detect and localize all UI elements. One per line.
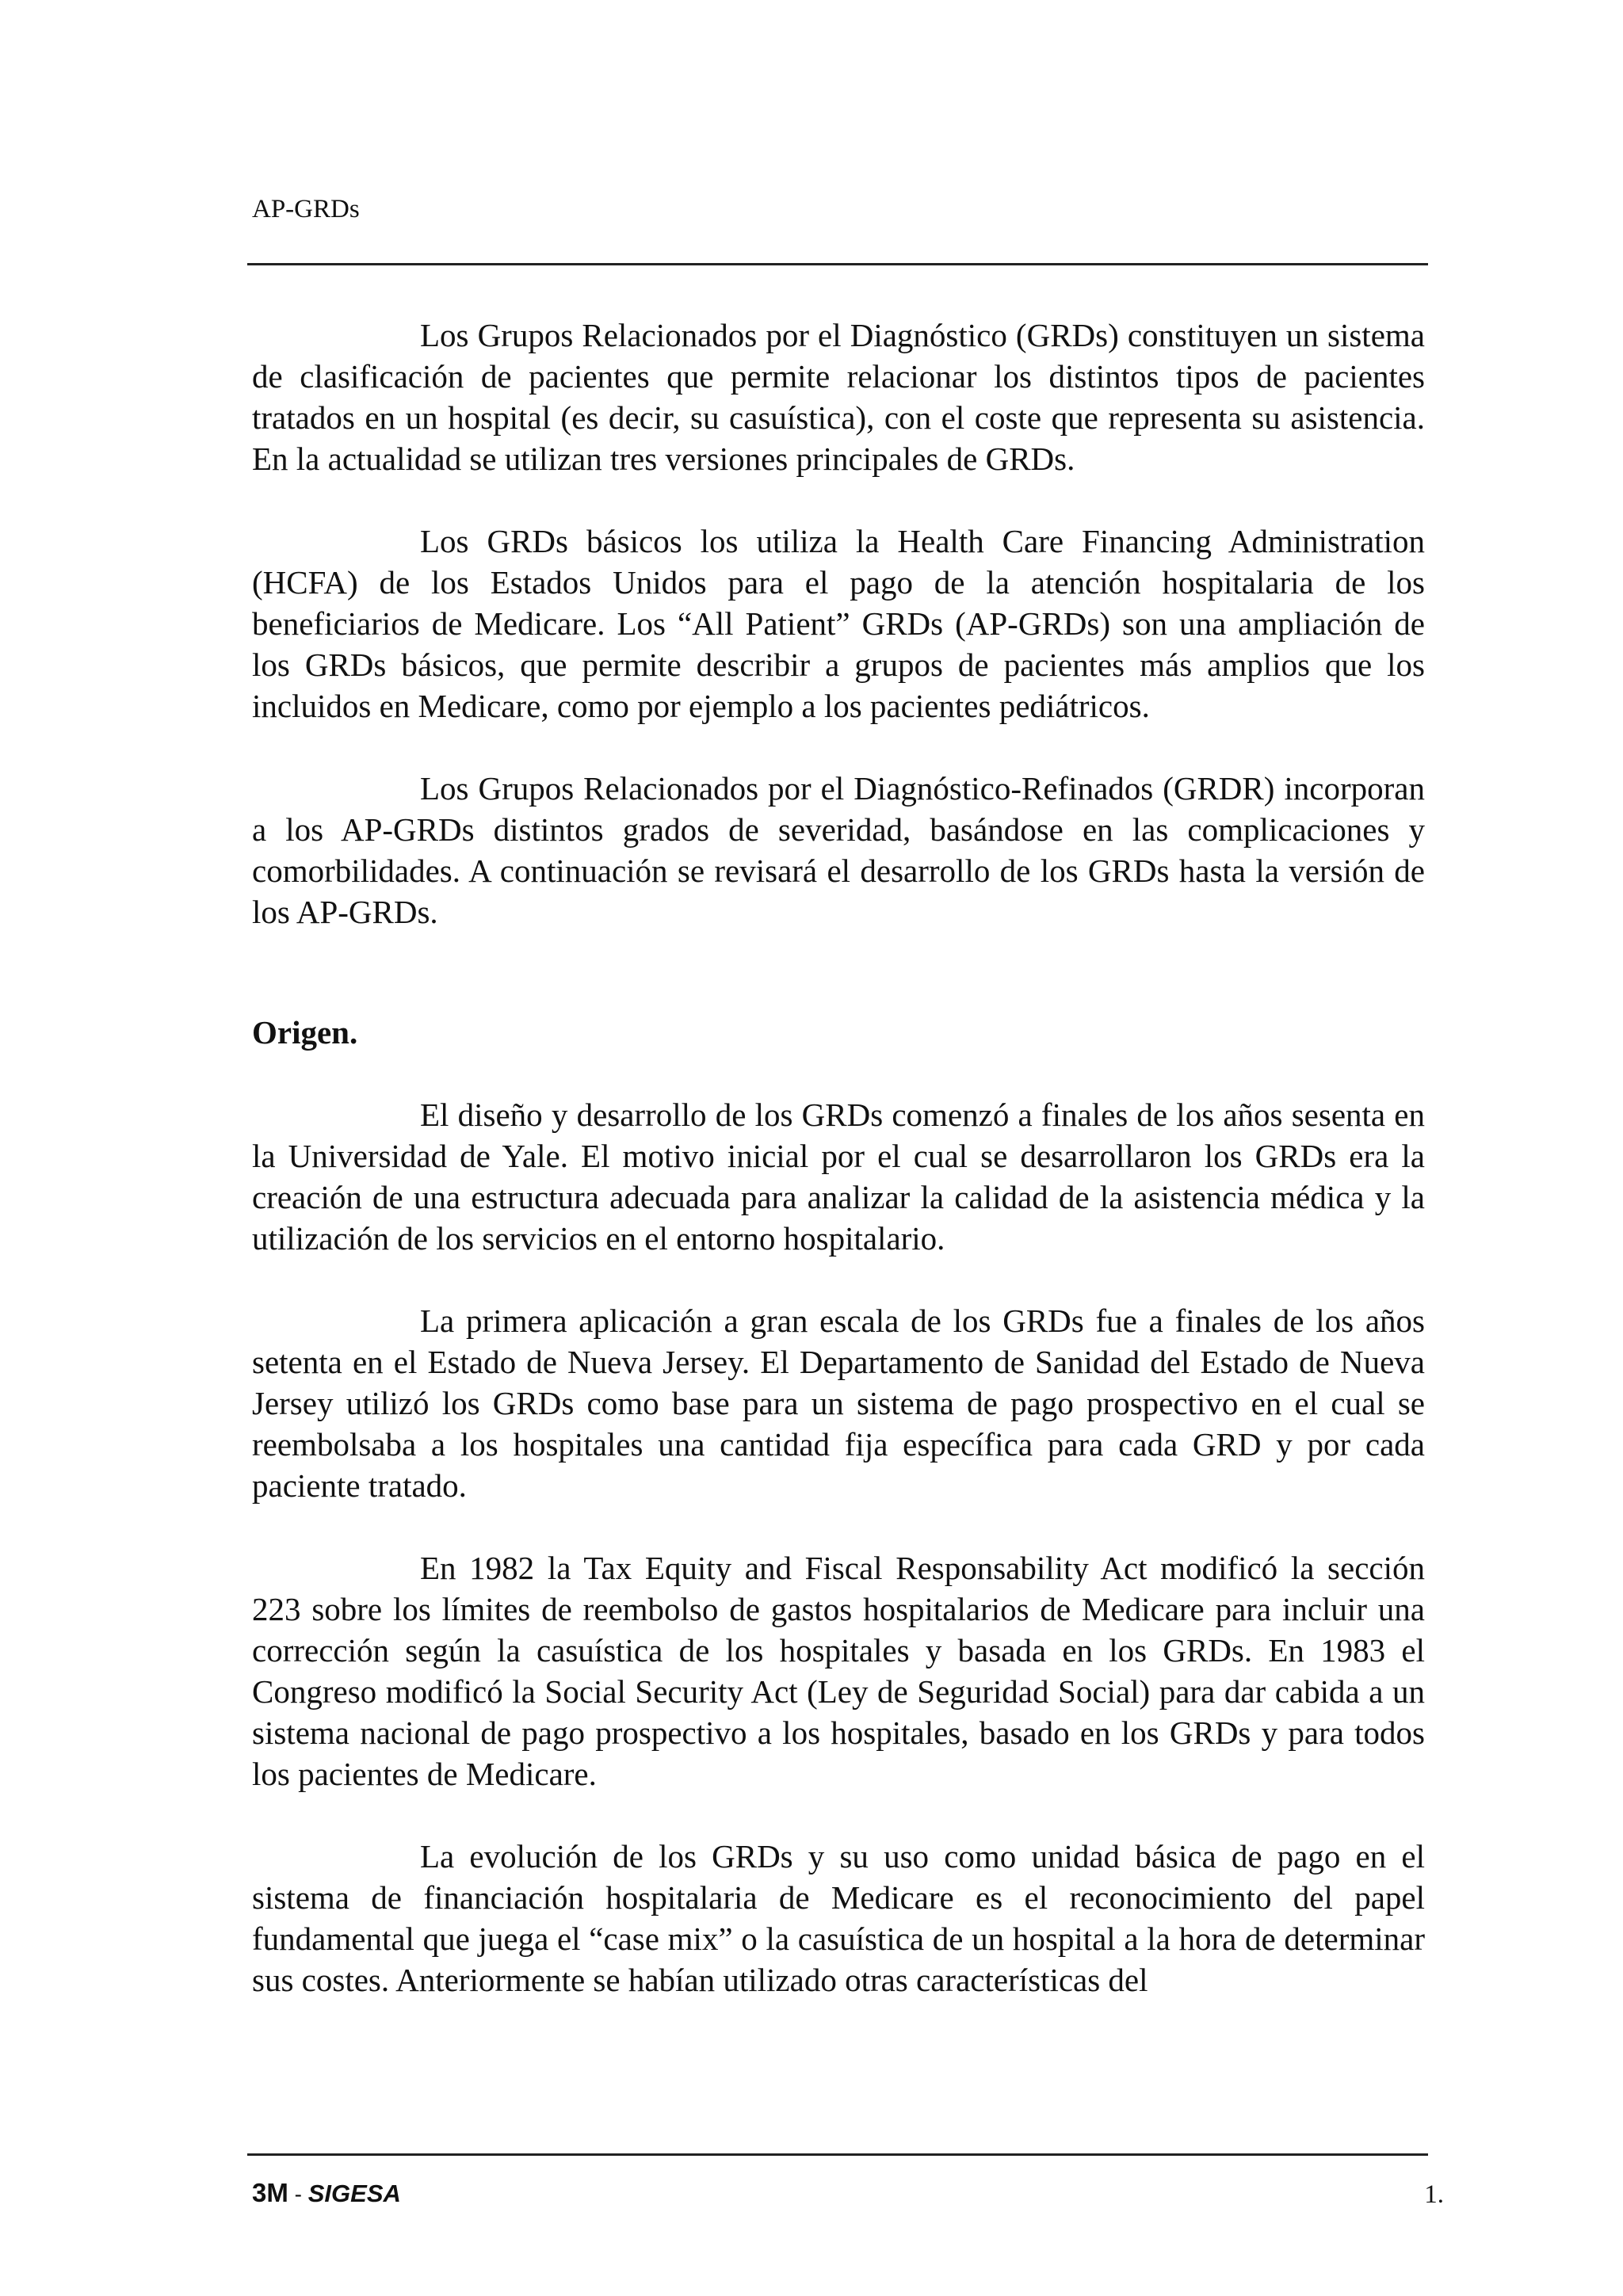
- origin-paragraph: En 1982 la Tax Equity and Fiscal Responsability Act modificó la sección 223 sobre los límites de reembolso de gastos hospitalarios de Medicare para incluir una corrección según la casuística de los hospitales y basada en los GRDs. En 1983 el Congreso modificó la Social Security Act (Ley de Seguridad Social) para dar cabida a un sistema nacional de pago prospectivo a los hospitales, basado en los GRDs y para todos los pacientes de Medicare.: [252, 1550, 1425, 1792]
- brand-subtitle: SIGESA: [307, 2180, 401, 2207]
- brand-logo-text: 3M: [252, 2178, 288, 2207]
- origin-paragraph: La primera aplicación a gran escala de los GRDs fue a finales de los años setenta en el Estado de Nueva Jersey. El Departamento de Sanidad del Estado de Nueva Jersey utilizó los GRDs como base para un sistema de pago prospectivo en el cual se reembolsaba a los hospitales una cantidad fija específica para cada GRD y por cada paciente tratado.: [252, 1302, 1425, 1504]
- intro-paragraph: Los Grupos Relacionados por el Diagnóstico-Refinados (GRDR) incorporan a los AP-GRDs distintos grados de severidad, basándose en las complicaciones y comorbilidades. A continuación se revisará el desarrollo de los GRDs hasta la versión de los AP-GRDs.: [252, 770, 1425, 930]
- page-body: [252, 315, 1425, 2042]
- origin-paragraph: La evolución de los GRDs y su uso como unidad básica de pago en el sistema de financiación hospitalaria de Medicare es el reconocimiento del papel fundamental que juega el “case mix” o la casuística de un hospital a la hora de determinar sus costes. Anteriormente se habían utilizado otras características del: [252, 1838, 1425, 1998]
- header-rule: [247, 263, 1428, 265]
- intro-paragraph: Los GRDs básicos los utiliza la Health Care Financing Administration (HCFA) de los Estados Unidos para el pago de la atención hospitalaria de los beneficiarios de Medicare. Los “All Patient” GRDs (AP-GRDs) son una ampliación de los GRDs básicos, que permite describir a grupos de pacientes más amplios que los incluidos en Medicare, como por ejemplo a los pacientes pediátricos.: [252, 523, 1425, 724]
- footer-brand: [252, 2177, 401, 2210]
- page-number: 1.: [1424, 2180, 1444, 2209]
- brand-separator: -: [288, 2182, 308, 2206]
- origin-paragraph: El diseño y desarrollo de los GRDs comenzó a finales de los años sesenta en la Universidad de Yale. El motivo inicial por el cual se desarrollaron los GRDs era la creación de una estructura adecuada para analizar la calidad de la asistencia médica y la utilización de los servicios en el entorno hospitalario.: [252, 1097, 1425, 1257]
- intro-paragraph: Los Grupos Relacionados por el Diagnóstico (GRDs) constituyen un sistema de clasificación de pacientes que permite relacionar los distintos tipos de pacientes tratados en un hospital (es decir, su casuística), con el coste que representa su asistencia. En la actualidad se utilizan tres versiones principales de GRDs.: [252, 317, 1425, 477]
- section-heading: Origen.: [252, 1014, 358, 1051]
- footer-rule: [247, 2153, 1428, 2156]
- running-header: AP-GRDs: [252, 195, 360, 223]
